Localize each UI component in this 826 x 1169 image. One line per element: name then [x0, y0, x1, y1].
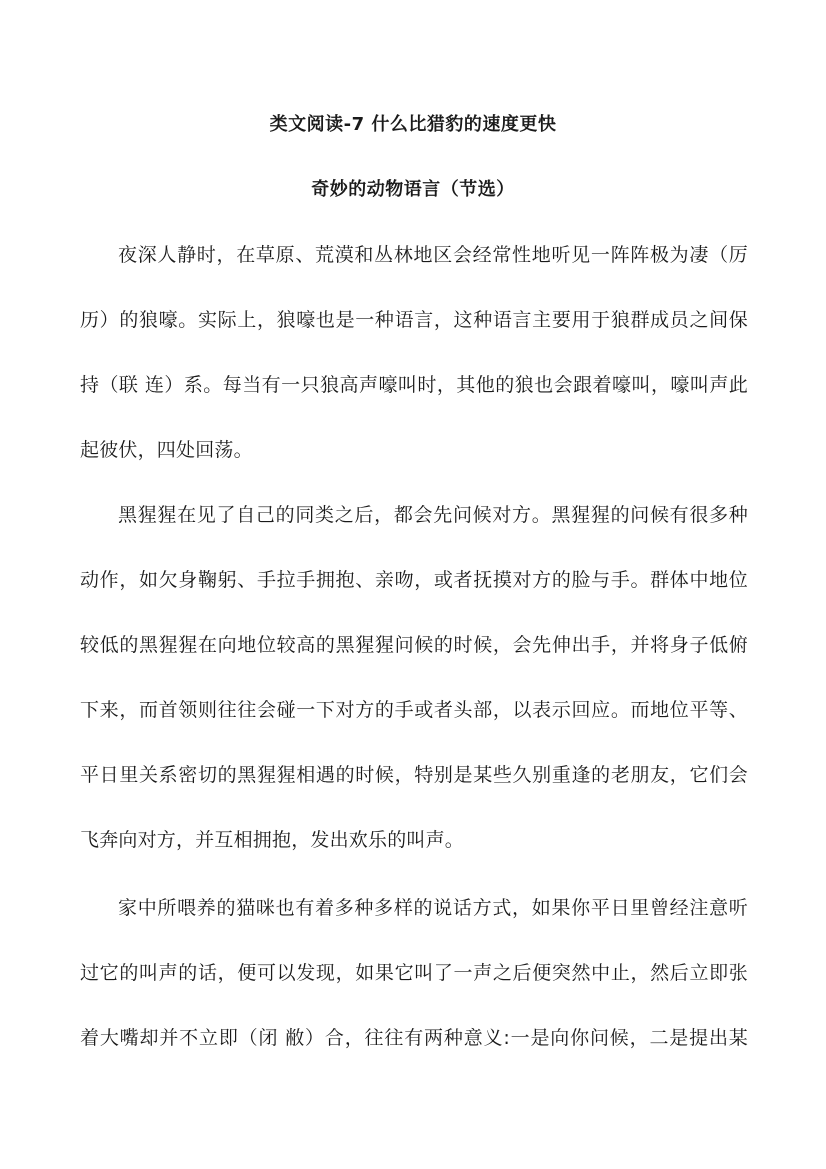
paragraph-line: 黑猩猩在见了自己的同类之后，都会先问候对方。黑猩猩的问候有很多种 [118, 504, 748, 526]
paragraph-line: 较低的黑猩猩在向地位较高的黑猩猩问候的时候，会先伸出手，并将身子低俯 [80, 634, 748, 656]
document-subtitle: 奇妙的动物语言（节选） [311, 179, 515, 200]
paragraph-line: 过它的叫声的话，便可以发现，如果它叫了一声之后便突然中止，然后立即张 [80, 962, 748, 984]
paragraph-line: 平日里关系密切的黑猩猩相遇的时候，特别是某些久别重逢的老朋友，它们会 [80, 764, 748, 786]
paragraph-line: 家中所喂养的猫咪也有着多种多样的说话方式，如果你平日里曾经注意听 [118, 897, 748, 919]
paragraph-line: 动作，如欠身鞠躬、手拉手拥抱、亲吻，或者抚摸对方的脸与手。群体中地位 [80, 569, 748, 591]
paragraph-line: 下来，而首领则往往会碰一下对方的手或者头部，以表示回应。而地位平等、 [80, 699, 748, 721]
paragraph-line: 起彼伏，四处回荡。 [80, 439, 253, 461]
paragraph-line: 着大嘴却并不立即（闭 敝）合，往往有两种意义:一是向你问候，二是提出某 [80, 1027, 748, 1049]
document-title: 类文阅读-7 什么比猎豹的速度更快 [269, 114, 557, 135]
paragraph-line: 持（联 连）系。每当有一只狼高声嚎叫时，其他的狼也会跟着嚎叫，嚎叫声此 [80, 374, 748, 396]
paragraph-line: 飞奔向对方，并互相拥抱，发出欢乐的叫声。 [80, 829, 465, 851]
paragraph-line: 夜深人静时，在草原、荒漠和丛林地区会经常性地听见一阵阵极为凄（厉 [118, 244, 748, 266]
paragraph-line: 历）的狼嚎。实际上，狼嚎也是一种语言，这种语言主要用于狼群成员之间保 [80, 309, 748, 331]
